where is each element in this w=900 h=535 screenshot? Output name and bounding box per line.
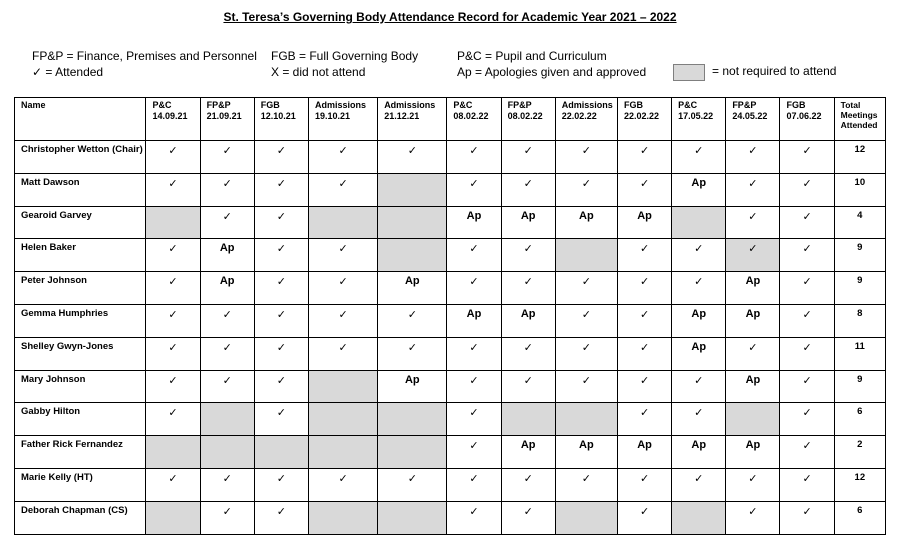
attendance-cell: ✓	[617, 501, 671, 534]
attendance-cell: ✓	[780, 141, 834, 174]
attendance-cell: ✓	[308, 468, 377, 501]
table-row	[15, 370, 886, 403]
table-row	[15, 468, 886, 501]
attendance-cell: Ap	[447, 304, 501, 337]
legend-column-2	[271, 48, 418, 80]
total-attended: 12	[834, 468, 885, 501]
meeting-header	[146, 98, 200, 141]
not-required-cell: ✓	[726, 239, 780, 272]
attendance-cell: ✓	[501, 501, 555, 534]
attendance-cell: ✓	[447, 141, 501, 174]
attendance-cell: ✓	[200, 173, 254, 206]
total-attended: 8	[834, 304, 885, 337]
attendance-cell: ✓	[555, 468, 617, 501]
attendance-cell: ✓	[254, 468, 308, 501]
governor-name: Helen Baker	[15, 239, 146, 272]
not-required-cell	[378, 239, 447, 272]
meeting-date: 12.10.21	[260, 111, 296, 121]
attendance-cell: ✓	[447, 337, 501, 370]
not-required-cell	[726, 403, 780, 436]
attendance-cell: ✓	[780, 272, 834, 305]
meeting-date: 14.09.21	[152, 111, 188, 121]
meeting-type: P&C	[678, 100, 698, 110]
meeting-date: 22.02.22	[561, 111, 597, 121]
table-row	[15, 304, 886, 337]
meeting-header	[200, 98, 254, 141]
attendance-cell: ✓	[501, 337, 555, 370]
attendance-cell: ✓	[672, 403, 726, 436]
meeting-header	[447, 98, 501, 141]
meeting-type: FP&P	[206, 100, 231, 110]
meeting-header	[378, 98, 447, 141]
attendance-cell: ✓	[555, 272, 617, 305]
attendance-cell: Ap	[378, 272, 447, 305]
not-required-cell	[146, 436, 200, 469]
attendance-cell: Ap	[726, 436, 780, 469]
total-header: Total Meetings Attended	[834, 98, 885, 141]
meeting-header	[672, 98, 726, 141]
attendance-cell: ✓	[308, 337, 377, 370]
legend-item: ✓ = Attended	[32, 65, 104, 79]
not-required-cell	[555, 403, 617, 436]
attendance-cell: ✓	[617, 141, 671, 174]
attendance-cell: ✓	[146, 370, 200, 403]
meeting-type: FGB	[786, 100, 806, 110]
attendance-cell: ✓	[378, 304, 447, 337]
meeting-type: FP&P	[507, 100, 532, 110]
attendance-cell: ✓	[146, 239, 200, 272]
not-required-cell	[555, 501, 617, 534]
not-required-cell	[308, 403, 377, 436]
meeting-type: Admissions	[384, 100, 436, 110]
header-row	[15, 98, 886, 141]
governor-name: Gabby Hilton	[15, 403, 146, 436]
legend-item: P&C = Pupil and Curriculum	[457, 49, 607, 63]
attendance-cell: ✓	[254, 272, 308, 305]
not-required-cell	[308, 501, 377, 534]
attendance-cell: ✓	[447, 370, 501, 403]
attendance-cell: ✓	[308, 173, 377, 206]
attendance-cell: ✓	[447, 272, 501, 305]
total-attended: 11	[834, 337, 885, 370]
governor-name: Mary Johnson	[15, 370, 146, 403]
attendance-cell: ✓	[501, 272, 555, 305]
table-row	[15, 206, 886, 239]
attendance-cell: ✓	[447, 239, 501, 272]
meeting-type: Admissions	[314, 100, 366, 110]
attendance-cell: ✓	[254, 173, 308, 206]
not-required-cell	[672, 206, 726, 239]
attendance-cell: ✓	[447, 173, 501, 206]
governor-name: Shelley Gwyn-Jones	[15, 337, 146, 370]
total-attended: 4	[834, 206, 885, 239]
meeting-date: 19.10.21	[314, 111, 350, 121]
attendance-cell: ✓	[308, 239, 377, 272]
attendance-cell: ✓	[146, 337, 200, 370]
attendance-cell: ✓	[780, 206, 834, 239]
attendance-cell: ✓	[146, 304, 200, 337]
attendance-cell: Ap	[378, 370, 447, 403]
legend-column-1	[32, 48, 257, 80]
attendance-cell: Ap	[672, 173, 726, 206]
total-attended: 2	[834, 436, 885, 469]
attendance-cell: ✓	[378, 468, 447, 501]
attendance-cell: ✓	[726, 501, 780, 534]
attendance-cell: ✓	[447, 403, 501, 436]
attendance-cell: Ap	[672, 304, 726, 337]
attendance-cell: ✓	[617, 239, 671, 272]
attendance-cell: ✓	[726, 468, 780, 501]
meeting-date: 07.06.22	[786, 111, 822, 121]
attendance-cell: Ap	[200, 239, 254, 272]
attendance-cell: Ap	[726, 304, 780, 337]
table-row	[15, 403, 886, 436]
meeting-date: 21.09.21	[206, 111, 242, 121]
meeting-header	[617, 98, 671, 141]
attendance-cell: Ap	[200, 272, 254, 305]
not-required-cell	[501, 403, 555, 436]
attendance-cell: ✓	[146, 468, 200, 501]
meeting-type: FGB	[260, 100, 280, 110]
legend-item: FP&P = Finance, Premises and Personnel	[32, 49, 257, 63]
meeting-header	[555, 98, 617, 141]
not-required-cell	[200, 436, 254, 469]
meeting-date: 17.05.22	[678, 111, 714, 121]
total-attended: 6	[834, 501, 885, 534]
attendance-cell: ✓	[672, 370, 726, 403]
attendance-cell: ✓	[726, 173, 780, 206]
attendance-cell: ✓	[617, 304, 671, 337]
governor-name: Gemma Humphries	[15, 304, 146, 337]
legend-grey-swatch	[673, 64, 705, 81]
attendance-cell: ✓	[672, 272, 726, 305]
governor-name: Deborah Chapman (CS)	[15, 501, 146, 534]
meeting-header	[780, 98, 834, 141]
attendance-cell: ✓	[780, 436, 834, 469]
attendance-cell: ✓	[254, 403, 308, 436]
attendance-cell: Ap	[672, 337, 726, 370]
attendance-cell: ✓	[617, 337, 671, 370]
attendance-table	[14, 97, 886, 535]
attendance-cell: Ap	[501, 206, 555, 239]
table-row	[15, 337, 886, 370]
attendance-cell: ✓	[672, 239, 726, 272]
not-required-cell	[308, 206, 377, 239]
meeting-type: FGB	[623, 100, 643, 110]
attendance-cell: ✓	[254, 370, 308, 403]
attendance-cell: ✓	[617, 403, 671, 436]
attendance-cell: ✓	[780, 173, 834, 206]
attendance-cell: Ap	[617, 206, 671, 239]
attendance-cell: ✓	[447, 436, 501, 469]
attendance-cell: ✓	[254, 239, 308, 272]
legend-item: X = did not attend	[271, 65, 366, 79]
attendance-cell: ✓	[555, 304, 617, 337]
total-attended: 10	[834, 173, 885, 206]
attendance-cell: ✓	[254, 206, 308, 239]
attendance-cell: ✓	[378, 337, 447, 370]
not-required-cell	[254, 436, 308, 469]
attendance-cell: ✓	[501, 468, 555, 501]
attendance-cell: Ap	[672, 436, 726, 469]
attendance-cell: ✓	[726, 337, 780, 370]
table-row	[15, 173, 886, 206]
attendance-cell: ✓	[726, 141, 780, 174]
attendance-cell: Ap	[555, 206, 617, 239]
attendance-cell: ✓	[447, 501, 501, 534]
attendance-cell: ✓	[726, 206, 780, 239]
not-required-cell	[555, 239, 617, 272]
attendance-cell: ✓	[200, 141, 254, 174]
attendance-cell: Ap	[617, 436, 671, 469]
attendance-cell: ✓	[555, 141, 617, 174]
attendance-cell: ✓	[780, 239, 834, 272]
not-required-cell	[308, 436, 377, 469]
meeting-header	[726, 98, 780, 141]
meeting-date: 24.05.22	[732, 111, 768, 121]
attendance-cell: ✓	[555, 337, 617, 370]
total-attended: 9	[834, 239, 885, 272]
attendance-cell: ✓	[146, 141, 200, 174]
attendance-cell: ✓	[146, 272, 200, 305]
attendance-cell: ✓	[254, 141, 308, 174]
attendance-cell: ✓	[780, 501, 834, 534]
governor-name: Marie Kelly (HT)	[15, 468, 146, 501]
meeting-header	[254, 98, 308, 141]
total-attended: 6	[834, 403, 885, 436]
total-attended: 9	[834, 370, 885, 403]
attendance-cell: ✓	[200, 370, 254, 403]
legend-column-3	[457, 48, 646, 80]
meeting-header	[501, 98, 555, 141]
attendance-cell: ✓	[501, 370, 555, 403]
attendance-cell: ✓	[555, 173, 617, 206]
attendance-cell: Ap	[555, 436, 617, 469]
meeting-type: Admissions	[561, 100, 613, 110]
attendance-cell: ✓	[780, 370, 834, 403]
meeting-date: 22.02.22	[623, 111, 660, 121]
attendance-cell: ✓	[617, 173, 671, 206]
meeting-header	[308, 98, 377, 141]
attendance-cell: ✓	[308, 141, 377, 174]
attendance-cell: ✓	[780, 337, 834, 370]
attendance-cell: ✓	[555, 370, 617, 403]
not-required-cell	[308, 370, 377, 403]
attendance-cell: ✓	[780, 468, 834, 501]
meeting-date: 08.02.22	[453, 111, 489, 121]
attendance-cell: ✓	[780, 403, 834, 436]
not-required-cell	[146, 206, 200, 239]
meeting-type: P&C	[152, 100, 172, 110]
attendance-cell: ✓	[146, 173, 200, 206]
attendance-cell: Ap	[726, 272, 780, 305]
total-attended: 12	[834, 141, 885, 174]
legend-item: FGB = Full Governing Body	[271, 49, 419, 63]
attendance-cell: ✓	[672, 141, 726, 174]
name-header: Name	[15, 98, 146, 141]
not-required-cell	[146, 501, 200, 534]
table-row	[15, 239, 886, 272]
not-required-cell	[378, 206, 447, 239]
not-required-cell	[672, 501, 726, 534]
governor-name: Peter Johnson	[15, 272, 146, 305]
not-required-cell	[200, 403, 254, 436]
table-row	[15, 272, 886, 305]
table-row	[15, 141, 886, 174]
attendance-cell: ✓	[200, 501, 254, 534]
attendance-cell: ✓	[672, 468, 726, 501]
attendance-cell: ✓	[617, 370, 671, 403]
not-required-cell	[378, 501, 447, 534]
attendance-cell: ✓	[501, 239, 555, 272]
attendance-cell: ✓	[146, 403, 200, 436]
total-attended: 9	[834, 272, 885, 305]
not-required-cell	[378, 173, 447, 206]
meeting-date: 21.12.21	[384, 111, 420, 121]
attendance-cell: Ap	[726, 370, 780, 403]
attendance-cell: ✓	[254, 304, 308, 337]
governor-name: Matt Dawson	[15, 173, 146, 206]
attendance-cell: ✓	[200, 304, 254, 337]
governor-name: Gearoid Garvey	[15, 206, 146, 239]
attendance-cell: ✓	[200, 337, 254, 370]
not-required-cell	[378, 403, 447, 436]
attendance-cell: ✓	[447, 468, 501, 501]
table-row	[15, 436, 886, 469]
attendance-cell: ✓	[308, 304, 377, 337]
governor-name: Christopher Wetton (Chair)	[15, 141, 146, 174]
attendance-cell: ✓	[501, 141, 555, 174]
table-row	[15, 501, 886, 534]
table-body	[15, 141, 886, 535]
attendance-cell: ✓	[254, 337, 308, 370]
attendance-cell: ✓	[200, 206, 254, 239]
attendance-cell: Ap	[447, 206, 501, 239]
governor-name: Father Rick Fernandez	[15, 436, 146, 469]
attendance-cell: Ap	[501, 436, 555, 469]
attendance-cell: ✓	[254, 501, 308, 534]
attendance-cell: Ap	[501, 304, 555, 337]
not-required-cell	[378, 436, 447, 469]
legend-grey-label: = not required to attend	[712, 64, 837, 78]
attendance-cell: ✓	[780, 304, 834, 337]
page-title: St. Teresa’s Governing Body Attendance Record for Academic Year 2021 – 2022	[223, 10, 677, 24]
attendance-cell: ✓	[617, 468, 671, 501]
attendance-cell: ✓	[308, 272, 377, 305]
attendance-cell: ✓	[617, 272, 671, 305]
attendance-cell: ✓	[378, 141, 447, 174]
legend-item: Ap = Apologies given and approved	[457, 65, 647, 79]
attendance-cell: ✓	[501, 173, 555, 206]
attendance-cell: ✓	[200, 468, 254, 501]
meeting-date: 08.02.22	[507, 111, 543, 121]
meeting-type: FP&P	[732, 100, 757, 110]
meeting-type: P&C	[453, 100, 473, 110]
